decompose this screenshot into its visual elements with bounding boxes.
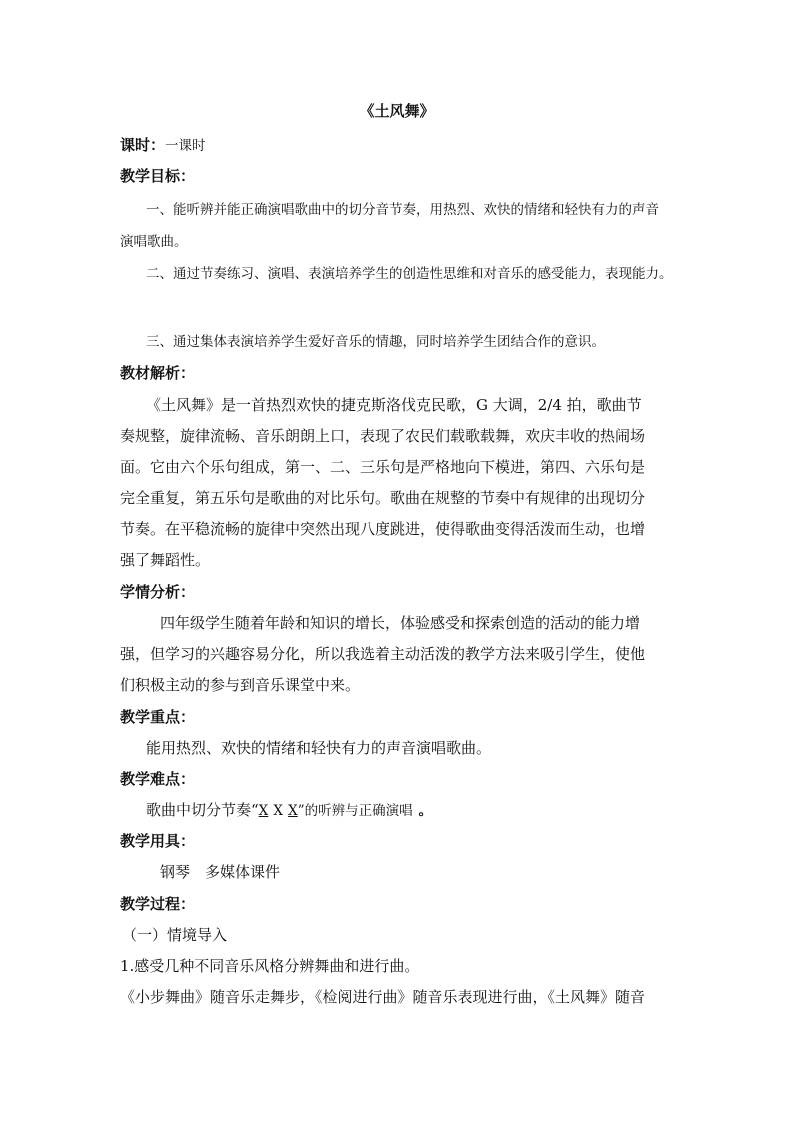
rhythm-note-3: X [288,803,298,819]
objective-1-line-2: 演唱歌曲。 [120,234,188,250]
lesson-time-line [120,134,206,155]
material-paragraph-line: 强了舞蹈性。 [120,551,211,569]
document-title: 《土风舞》 [359,102,435,120]
objective-2: 二、通过节奏练习、演唱、表演培养学生的创造性思维和对音乐的感受能力，表现能力。 [146,266,673,282]
student-heading: 学情分析： [120,583,196,601]
difficulty-text [146,799,432,820]
difficulty-prefix: 歌曲中切分节奏“ [146,801,259,819]
process-heading: 教学过程： [120,895,196,913]
lesson-time-value: 一课时 [165,138,206,154]
difficulty-heading: 教学难点： [120,770,196,788]
rhythm-note-2: X [273,803,284,819]
step-1: 1.感受几种不同音乐风格分辨舞曲和进行曲。 [120,957,420,975]
material-paragraph-line: 《土风舞》是一首热烈欢快的捷克斯洛伐克民歌，G 大调，2/4 拍，歌曲节 [146,396,642,414]
student-paragraph-line: 强，但学习的兴趣容易分化，所以我选着主动活泼的教学方法来吸引学生，使他 [120,645,646,663]
rhythm-note-1: X [258,803,269,819]
student-paragraph-line: 们积极主动的参与到音乐课堂中来。 [120,676,361,694]
material-heading: 教材解析： [120,364,196,382]
step-1-detail: 《小步舞曲》随音乐走舞步，《检阅进行曲》随音乐表现进行曲，《土风舞》随音 [120,988,646,1006]
key-text: 能用热烈、欢快的情绪和轻快有力的声音演唱歌曲。 [146,739,492,757]
material-paragraph-line: 奏规整，旋律流畅、音乐朗朗上口，表现了农民们载歌载舞，欢庆丰收的热闹场 [120,427,646,445]
lesson-time-label: 课时： [120,136,166,154]
section-heading: （一）情境导入 [122,926,228,944]
student-paragraph-line: 四年级学生随着年龄和知识的增长，体验感受和探索创造的活动的能力增 [160,614,641,632]
objective-3: 三、通过集体表演培养学生爱好音乐的情趣，同时培养学生团结合作的意识。 [146,334,605,350]
material-paragraph-line: 完全重复，第五乐句是歌曲的对比乐句。歌曲在规整的节奏中有规律的出现切分 [120,489,646,507]
tools-heading: 教学用具： [120,832,196,850]
material-paragraph-line: 节奏。在平稳流畅的旋律中突然出现八度跳进，使得歌曲变得活泼而生动，也增 [120,520,646,538]
difficulty-suffix: ”的听辨与正确演唱 [297,803,413,819]
objectives-heading: 教学目标： [120,167,196,185]
objective-1-line-1: 一、能听辨并能正确演唱歌曲中的切分音节奏，用热烈、欢快的情绪和轻快有力的声音 [146,202,659,218]
tools-text: 钢琴 多媒体课件 [160,863,281,881]
difficulty-period: 。 [418,803,433,819]
material-paragraph-line: 面。它由六个乐句组成，第一、二、三乐句是严格地向下模进，第四、六乐句是 [120,458,646,476]
key-heading: 教学重点： [120,708,196,726]
